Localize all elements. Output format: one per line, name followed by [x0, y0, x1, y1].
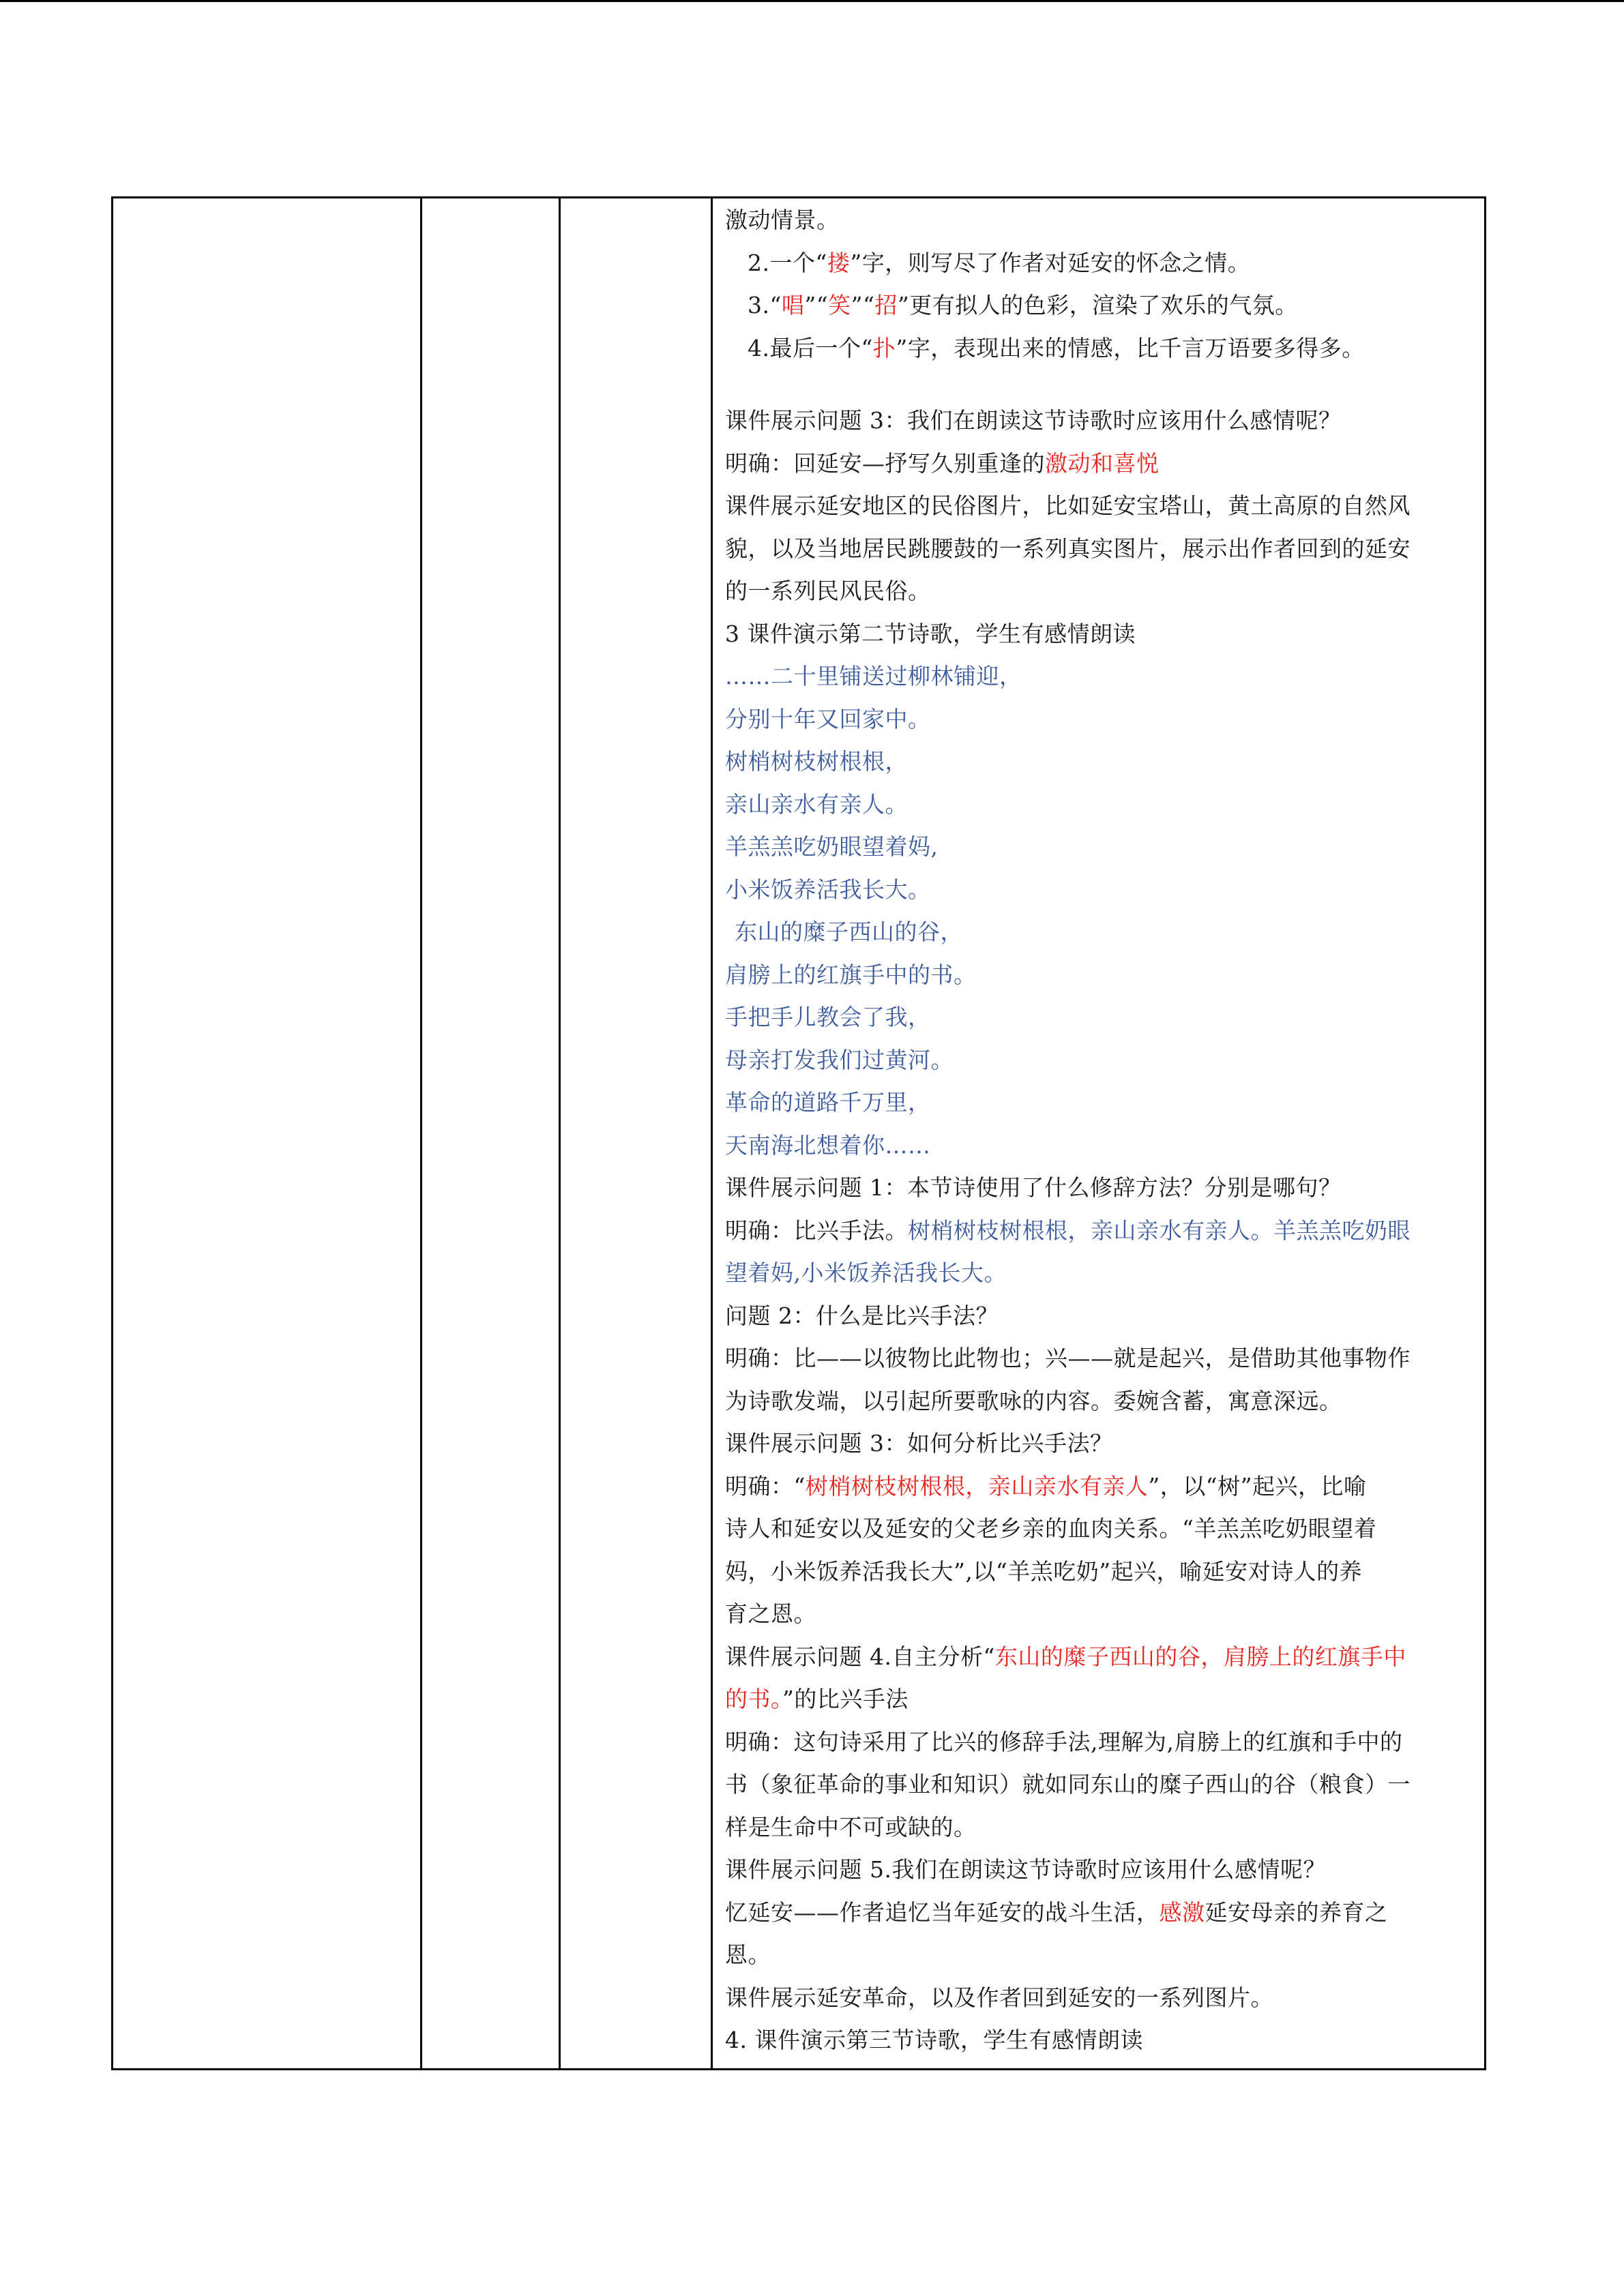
poem-line: 天南海北想着你…… [725, 1131, 931, 1159]
text-line: 课件展示问题 5.我们在朗读这节诗歌时应该用什么感情呢？ [725, 1856, 1326, 1883]
highlight-word: 唱 [781, 292, 805, 318]
text-line: 课件展示问题 4.自主分析“东山的糜子西山的谷，肩膀上的红旗手中 [725, 1643, 1406, 1670]
poem-line: 羊羔羔吃奶眼望着妈, [725, 833, 939, 860]
text-line: 激动情景。 [725, 207, 840, 233]
poem-line: 母亲打发我们过黄河。 [725, 1046, 954, 1073]
text-line: 妈，小米饭养活我长大”,以“羊羔吃奶”起兴，喻延安对诗人的养 [725, 1557, 1363, 1585]
page-top-border [0, 0, 1624, 2]
text-line: 3 课件演示第二节诗歌，学生有感情朗读 [725, 620, 1136, 647]
poem-line: 亲山亲水有亲人。 [725, 790, 908, 818]
highlight-phrase: 树梢树枝树根根，亲山亲水有亲人 [805, 1472, 1149, 1500]
text-line: 明确：这句诗采用了比兴的修辞手法,理解为,肩膀上的红旗和手中的 [725, 1728, 1403, 1755]
text-line: 4.最后一个“扑”字，表现出来的情感，比千言万语要多得多。 [748, 334, 1365, 361]
highlight-phrase: 东山的糜子西山的谷，肩膀上的红旗手中 [994, 1643, 1406, 1670]
column-divider-1 [420, 198, 422, 2068]
poem-line: 革命的道路千万里， [725, 1089, 931, 1116]
poem-line: 东山的糜子西山的谷， [735, 919, 963, 945]
text-line: 3.“唱”“笑”“招”更有拟人的色彩，渲染了欢乐的气氛。 [748, 292, 1298, 318]
text-line: 2.一个“搂”字，则写尽了作者对延安的怀念之情。 [748, 249, 1251, 276]
poem-line: ……二十里铺送过柳林铺迎， [725, 663, 1022, 689]
poem-line: 小米饭养活我长大。 [725, 876, 931, 903]
text-line: 的书。”的比兴手法 [725, 1686, 909, 1712]
text-line: 问题 2：什么是比兴手法？ [725, 1302, 999, 1329]
highlight-word: 感激 [1159, 1898, 1205, 1926]
highlight-word: 扑 [872, 334, 896, 361]
text-line: 明确：比——以彼物比此物也；兴——就是起兴，是借助其他事物作 [725, 1345, 1411, 1371]
poem-line: 树梢树枝树根根， [725, 748, 908, 775]
text-line: 忆延安——作者追忆当年延安的战斗生活，感激延安母亲的养育之 [725, 1898, 1388, 1926]
highlight-word: 招 [874, 292, 898, 318]
column-divider-3 [711, 198, 713, 2068]
poem-line: 肩膀上的红旗手中的书。 [725, 961, 977, 988]
text-line: 课件展示延安地区的民俗图片，比如延安宝塔山，黄土高原的自然风 [725, 492, 1411, 519]
text-line: 诗人和延安以及延安的父老乡亲的血肉关系。“羊羔羔吃奶眼望着 [725, 1515, 1377, 1542]
text-line: 课件展示问题 1：本节诗使用了什么修辞方法？分别是哪句？ [725, 1174, 1342, 1201]
highlight-phrase: 的书。 [725, 1686, 782, 1712]
text-line: 的一系列民风民俗。 [725, 578, 931, 604]
text-line: 样是生命中不可或缺的。 [725, 1813, 977, 1840]
text-line: 明确：回延安—抒写久别重逢的激动和喜悦 [725, 449, 1160, 477]
blank-line [725, 370, 1477, 400]
text-line: 貌，以及当地居民跳腰鼓的一系列真实图片，展示出作者回到的延安 [725, 535, 1411, 562]
highlight-word: 笑 [828, 292, 851, 318]
teaching-process-cell [725, 199, 1477, 2062]
text-line: 明确：“树梢树枝树根根，亲山亲水有亲人”，以“树”起兴，比喻 [725, 1472, 1367, 1500]
highlight-word: 搂 [827, 249, 851, 276]
column-divider-2 [559, 198, 561, 2068]
text-line: 恩。 [725, 1941, 771, 1968]
quoted-poem: 树梢树枝树根根，亲山亲水有亲人。羊羔羔吃奶眼 [908, 1217, 1411, 1244]
text-line: 为诗歌发端，以引起所要歌咏的内容。委婉含蓄，寓意深远。 [725, 1387, 1342, 1414]
highlight-phrase: 激动和喜悦 [1045, 449, 1160, 477]
text-line: 书（象征革命的事业和知识）就如同东山的糜子西山的谷（粮食）一 [725, 1771, 1411, 1798]
poem-line: 分别十年又回家中。 [725, 705, 931, 732]
text-line: 明确：比兴手法。树梢树枝树根根，亲山亲水有亲人。羊羔羔吃奶眼 [725, 1217, 1411, 1244]
text-line: 课件展示问题 3：如何分析比兴手法？ [725, 1430, 1113, 1457]
text-line: 课件展示延安革命，以及作者回到延安的一系列图片。 [725, 1984, 1273, 2011]
text-line: 课件展示问题 3：我们在朗读这节诗歌时应该用什么感情呢？ [725, 407, 1342, 434]
text-line: 望着妈,小米饭养活我长大。 [725, 1259, 1007, 1286]
poem-line: 手把手儿教会了我， [725, 1004, 931, 1030]
text-line: 育之恩。 [725, 1600, 816, 1627]
text-line: 4. 课件演示第三节诗歌，学生有感情朗读 [725, 2027, 1143, 2053]
